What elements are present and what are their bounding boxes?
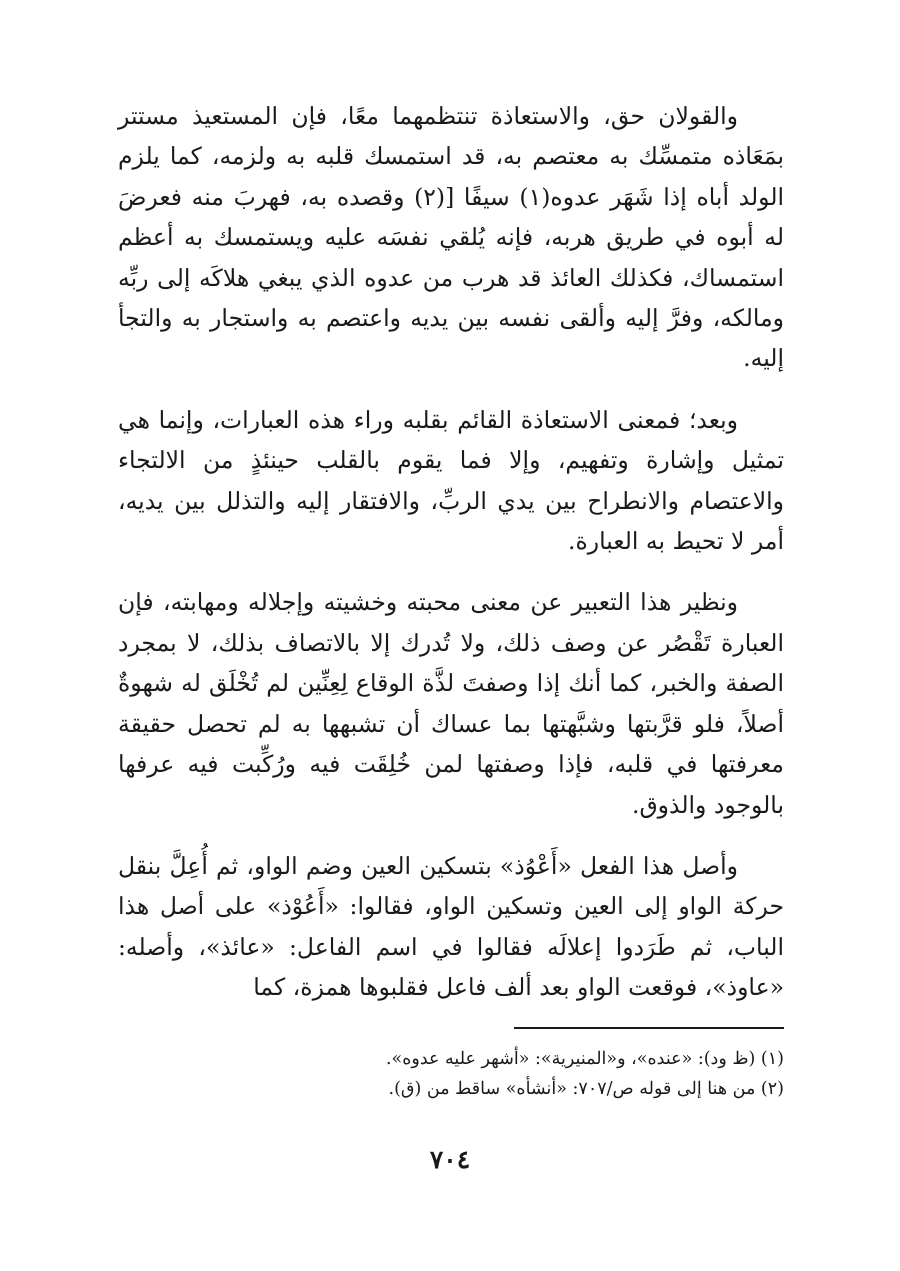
- footnote-separator: [514, 1027, 784, 1029]
- footnote-2: (٢) من هنا إلى قوله ص/٧٠٧: «أنشأه» ساقط من (ق).: [388, 1079, 784, 1099]
- paragraph-4: وأصل هذا الفعل «أَعْوُذ» بتسكين العين وضم الواو، ثم أُعِلَّ بنقل حركة الواو إلى العين وتسكين الواو، فقالوا: «أَعُوْذ» على أصل هذا الباب، ثم طَرَدوا إعلالَه فقالوا في اسم الفاعل: «عائذ»، وأصله: «عاوذ»، فوقعت الواو بعد ألف فاعل فقلبوها همزة، كما: [118, 851, 784, 1002]
- paragraph-2: وبعد؛ فمعنى الاستعاذة القائم بقلبه وراء هذه العبارات، وإنما هي تمثيل وإشارة وتفهيم، وإلا فما يقوم بالقلب حينئذٍ من الالتجاء والاعتصام والانطراح بين يدي الربِّ، والافتقار إليه والتذلل بين يديه، أمر لا تحيط به العبارة.: [118, 405, 784, 556]
- paragraph-3: ونظير هذا التعبير عن معنى محبته وخشيته وإجلاله ومهابته، فإن العبارة تَقْصُر عن وصف ذلك، ولا تُدرك إلا بالاتصاف بذلك، لا بمجرد الصفة والخبر، كما أنك إذا وصفتَ لذَّة الوقاع لِعِنِّين لم تُخْلَق له شهوةٌ أصلاً، فلو قرَّبتها وشبَّهتها بما عساك أن تشبهها به لم تحصل حقيقة معرفتها في قلبه، فإذا وصفتها لمن خُلِقَت فيه ورُكِّبت فيه عرفها بالوجود والذوق.: [118, 588, 784, 819]
- footnote-1: (١) (ظ ود): «عنده»، و«المنيرية»: «أشهر عليه عدوه».: [385, 1049, 784, 1069]
- footnotes: [118, 1044, 784, 1104]
- paragraph-1: والقولان حق، والاستعاذة تنتظمهما معًا، فإن المستعيذ مستتر بمَعَاذه متمسِّك به معتصم به، قد استمسك قلبه به ولزمه، كما يلزم الولد أباه إذا شَهَر عدوه(١) سيفًا [(٢) وقصده به، فهربَ منه فعرضَ له أبوه في طريق هربه، فإنه يُلقي نفسَه عليه ويستمسك به أعظم استمساك، فكذلك العائذ قد هرب من عدوه الذي يبغي هلاكَه إلى ربِّه ومالكه، وفرَّ إليه وألقى نفسه بين يديه واعتصم به واستجار به والتجأ إليه.: [118, 102, 785, 373]
- main-text: [118, 96, 784, 1029]
- page-number: ٧٠٤: [429, 1145, 471, 1174]
